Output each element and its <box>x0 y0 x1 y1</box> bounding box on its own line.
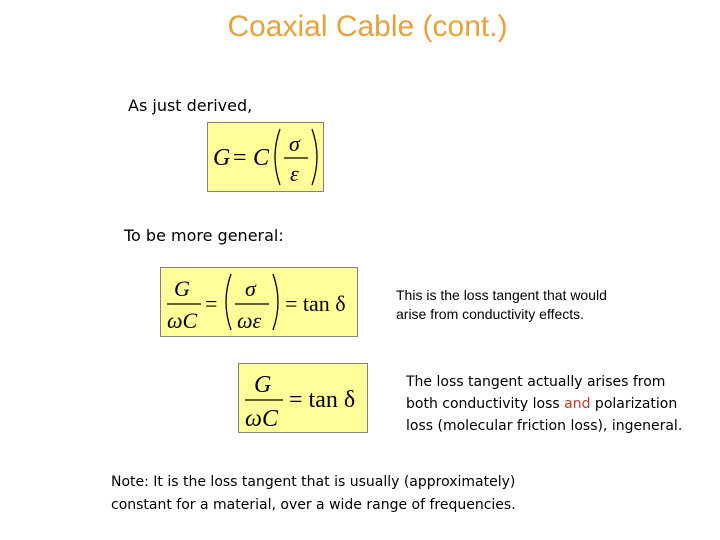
slide-title: Coaxial Cable (cont.) <box>227 10 508 43</box>
note-arises-and: and <box>564 396 591 412</box>
eq2-equals: = <box>205 291 218 316</box>
note-loss-tangent-line-1: This is the loss tangent that would <box>396 287 607 303</box>
eq3-g: G <box>254 372 272 398</box>
note-bottom <box>111 471 516 517</box>
note-arises-line-2 <box>406 393 682 415</box>
note-loss-tangent-line-2: arise from conductivity effects. <box>396 306 585 322</box>
general-label: To be more general: <box>124 226 284 245</box>
note-arises <box>406 371 682 437</box>
eq2-sigma: σ <box>245 276 256 301</box>
eq1-sigma: σ <box>289 131 300 156</box>
note-bottom-line-1: Note: It is the loss tangent that is usually (approximately) <box>111 474 516 490</box>
eq1-equals: = <box>233 145 247 171</box>
note-arises-line-1: The loss tangent actually arises from <box>406 374 666 390</box>
eq3-omega-c: ωC <box>245 406 278 432</box>
derived-label: As just derived, <box>128 96 253 115</box>
note-loss-tangent <box>396 286 607 324</box>
eq1-c: C <box>253 145 270 171</box>
eq3-tan-delta: = tan δ <box>289 387 356 413</box>
note-bottom-line-2: constant for a material, over a wide range of frequencies. <box>111 497 516 513</box>
eq1-epsilon: ε <box>290 161 299 186</box>
equation-loss-tangent-general <box>160 267 358 337</box>
eq2-omega-c: ωC <box>167 308 198 333</box>
eq2-omega-eps: ωε <box>237 308 262 333</box>
note-arises-line-3: loss (molecular friction loss), ingeneral. <box>406 418 683 434</box>
equation-loss-tangent <box>238 363 368 433</box>
eq2-tan-delta: = tan δ <box>285 291 346 316</box>
note-arises-line-2-a: both conductivity loss <box>406 396 565 412</box>
note-arises-line-2-b: polarization <box>590 396 678 412</box>
eq1-g: G <box>213 145 231 171</box>
eq2-g: G <box>174 276 190 301</box>
equation-conductance <box>207 122 324 192</box>
